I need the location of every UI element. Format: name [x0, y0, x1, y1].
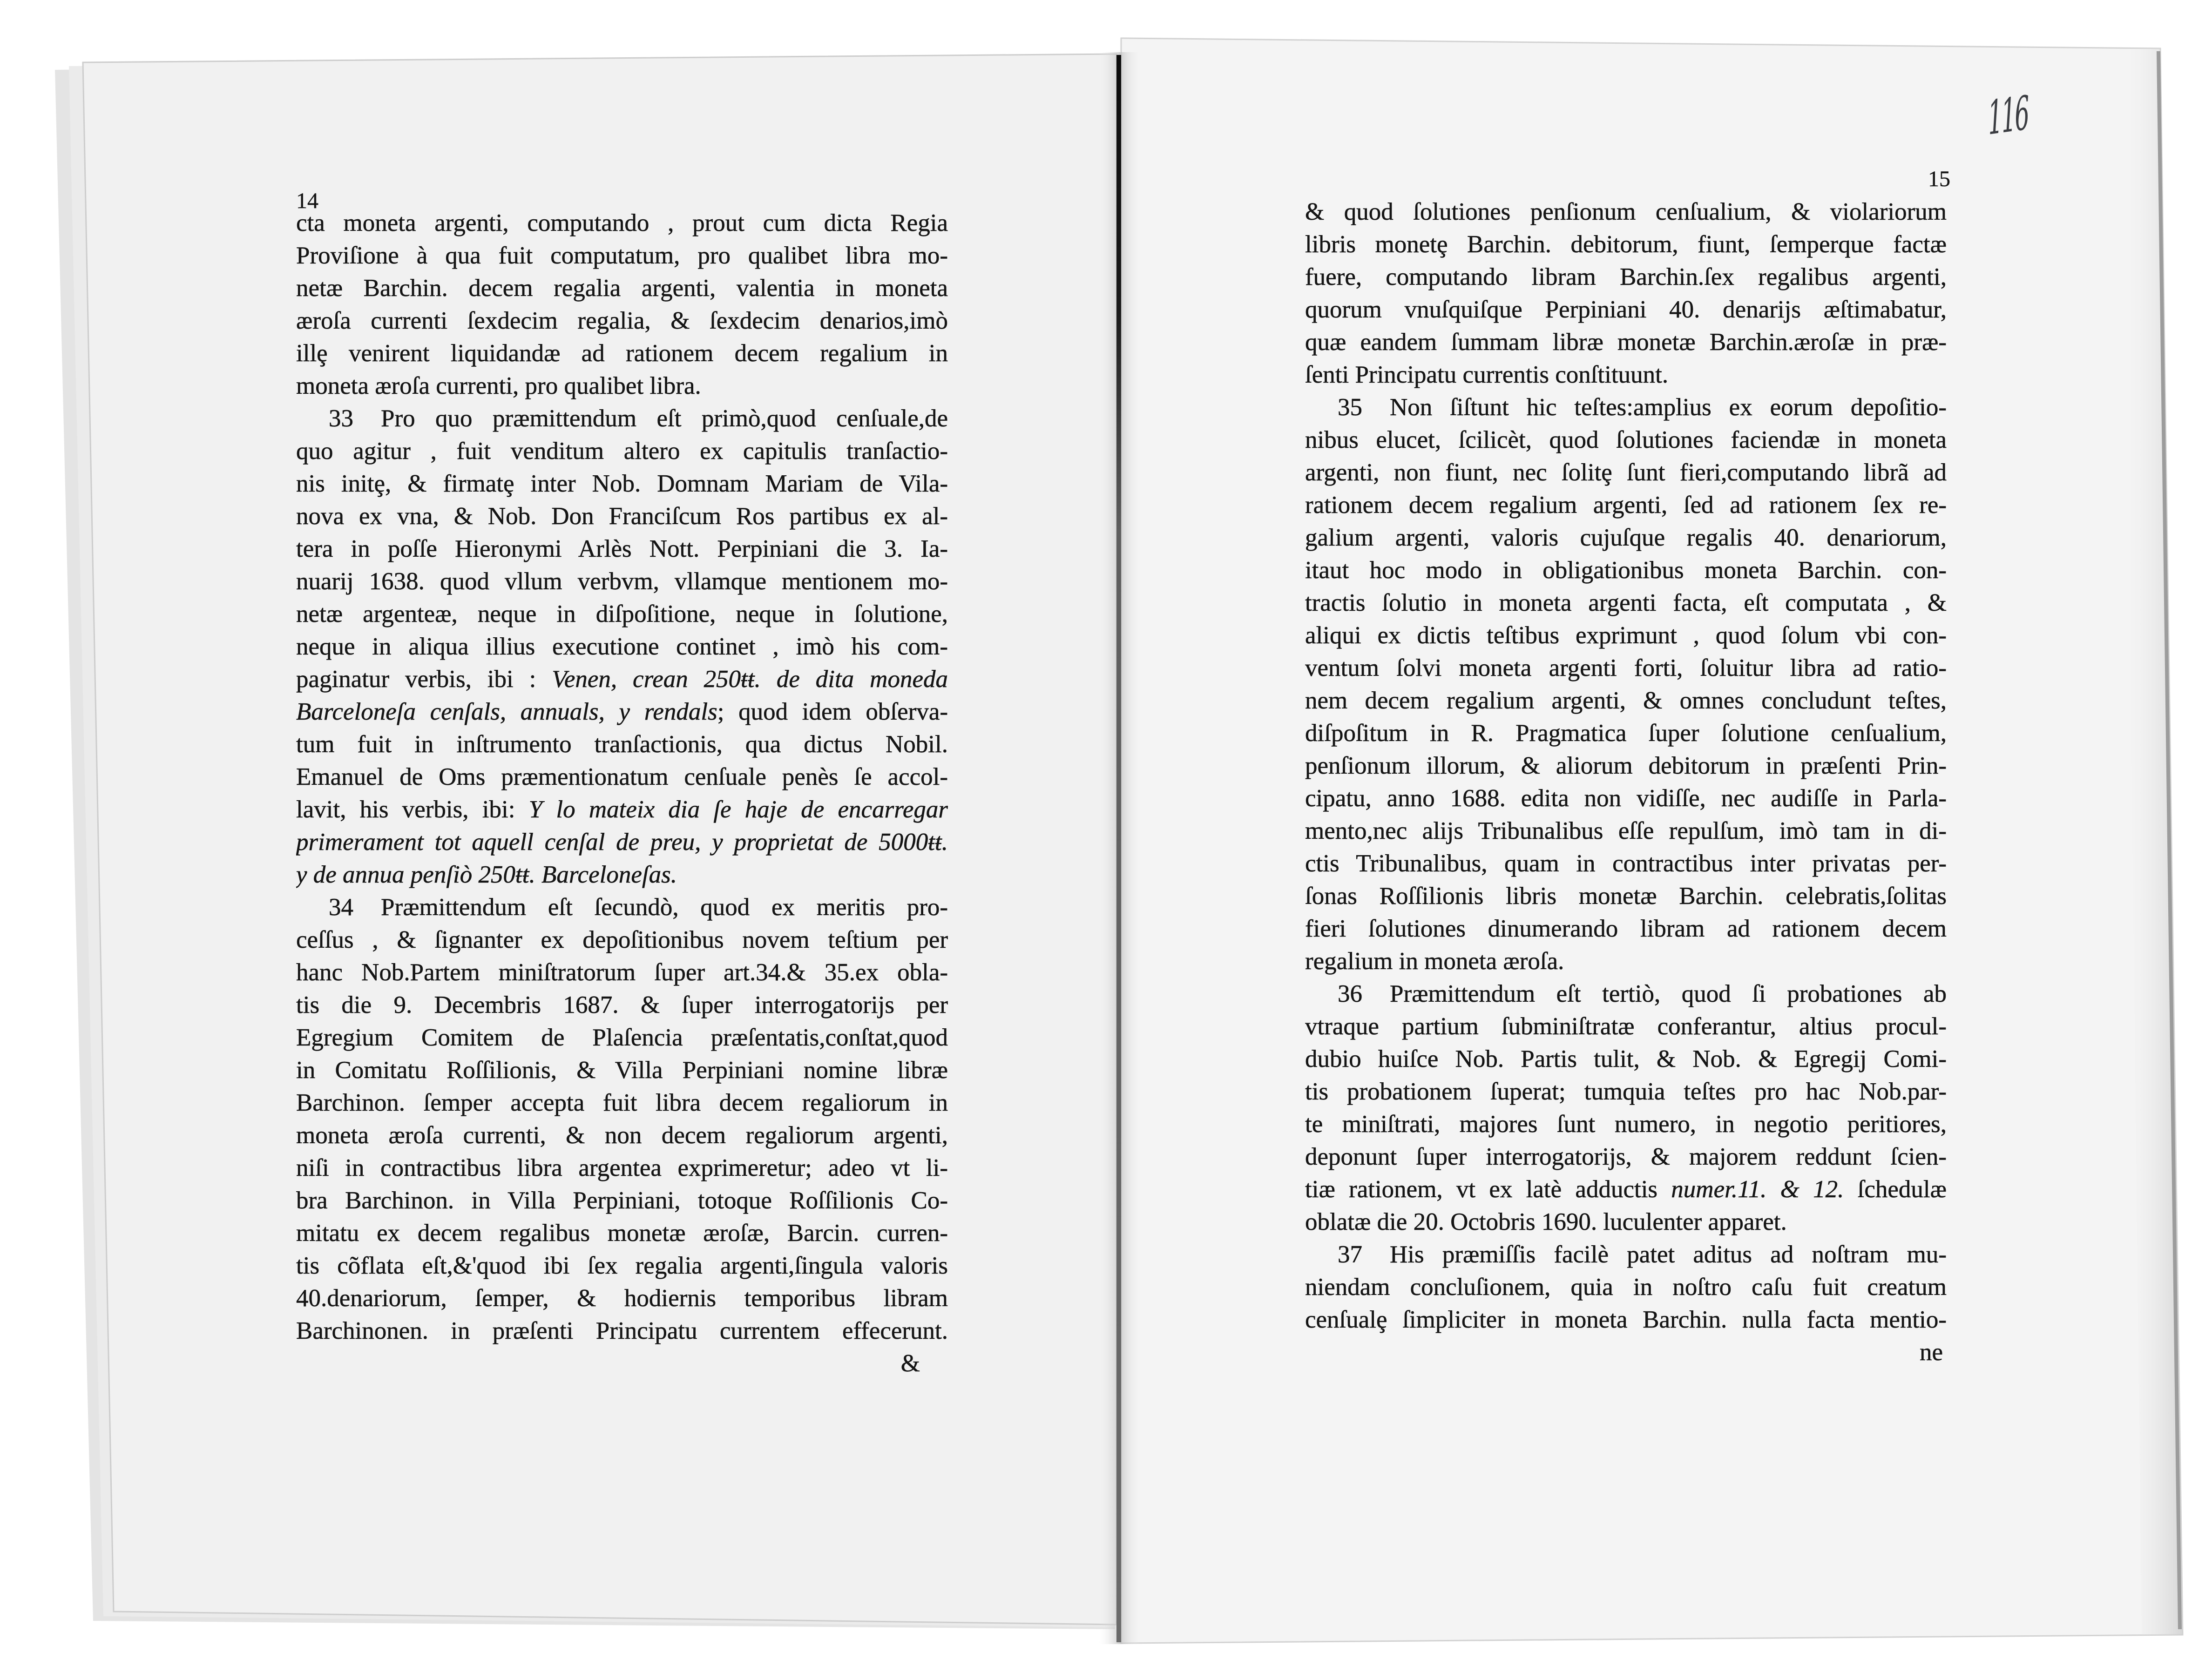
handwritten-folio-number: 116 [1987, 85, 2029, 146]
line-text [296, 1086, 948, 1119]
line-text [296, 630, 948, 663]
text-line [296, 435, 948, 467]
text-line [296, 1282, 948, 1315]
text-line [1305, 489, 1947, 521]
italic-text-segment: Barceloneſa cenſals, annuals, y rendals [296, 698, 717, 725]
line-text [296, 761, 948, 793]
line-text [1305, 1303, 1947, 1336]
line-text [296, 207, 948, 239]
text-segment: tis die 9. Decembris 1687. & ſuper interrogatorijs per [296, 992, 948, 1018]
text-segment: Proviſione à qua fuit computatum, pro qualibet libra mo- [296, 242, 948, 269]
line-text [1305, 1108, 1947, 1140]
text-segment: argenti, non fiunt, nec ſolitȩ ſunt fieri,computando librã ad [1305, 459, 1947, 486]
text-segment: vtraque partium ſubminiſtratæ conferantur, altius procul- [1305, 1013, 1947, 1040]
text-segment: niſi in contractibus libra argentea exprimeretur; adeo vt li- [296, 1154, 948, 1181]
line-text [296, 1315, 948, 1347]
text-segment: neque in aliqua illius executione continet , imò his com- [296, 633, 948, 660]
text-line [296, 598, 948, 630]
text-line [1305, 782, 1947, 815]
text-line [296, 1217, 948, 1249]
line-text [296, 1054, 948, 1086]
text-line [1305, 1206, 1947, 1238]
text-line [296, 695, 948, 728]
text-line [296, 1184, 948, 1217]
text-line [296, 826, 948, 858]
text-segment: tractis ſolutio in moneta argenti facta, eſt computata , & [1305, 589, 1947, 616]
line-text [1305, 684, 1947, 717]
line-text [1305, 717, 1947, 749]
text-line [1305, 1271, 1947, 1303]
text-segment: tera in poſſe Hieronymi Arlès Nott. Perpiniani die 3. Ia- [296, 535, 948, 562]
text-line [1305, 358, 1947, 391]
text-line [1305, 1303, 1947, 1336]
text-line [296, 467, 948, 500]
line-text [1305, 554, 1947, 587]
line-text [1305, 424, 1947, 456]
paragraph-number: 34 [329, 894, 353, 921]
line-text [296, 337, 948, 370]
text-line [296, 533, 948, 565]
left-page-text-block [296, 207, 948, 1380]
line-text [296, 1152, 948, 1184]
text-segment: tis cõflata eſt,&'quod ibi ſex regalia argenti,ſingula valoris [296, 1252, 948, 1279]
text-segment: nova ex vna, & Nob. Don Franciſcum Ros partibus ex al- [296, 503, 948, 530]
text-segment: bra Barchinon. in Villa Perpiniani, totoque Roſſilionis Co- [296, 1187, 948, 1214]
line-text [296, 435, 948, 467]
text-line [1305, 261, 1947, 293]
text-line [1305, 1075, 1947, 1108]
text-line [1305, 326, 1947, 358]
text-segment: ceſſus , & ſignanter ex depoſitionibus novem teſtium per [296, 926, 948, 953]
line-text [296, 1249, 948, 1282]
text-segment: te miniſtrati, majores ſunt numero, in negotio peritiores, [1305, 1111, 1947, 1138]
line-text [296, 598, 948, 630]
line-text [296, 500, 948, 533]
text-segment: deponunt ſuper interrogatorijs, & majorem reddunt ſcien- [1305, 1143, 1947, 1170]
text-line [296, 728, 948, 761]
line-text [296, 695, 948, 728]
text-line [296, 402, 948, 435]
line-text [1305, 619, 1947, 652]
text-line [1305, 391, 1947, 424]
text-segment: penſionum illorum, & aliorum debitorum in præſenti Prin- [1305, 752, 1947, 779]
line-text [296, 1282, 948, 1315]
line-text [296, 826, 948, 858]
italic-text-segment: Venen, crean 250ŧŧ. de dita moneda [552, 666, 948, 693]
text-segment: tis probationem ſuperat; tumquia teſtes pro hac Nob.par- [1305, 1078, 1947, 1105]
text-segment: ſonas Roſſilionis libris monetæ Barchin. celebratis,ſolitas [1305, 883, 1947, 910]
text-segment: itaut hoc modo in obligationibus moneta Barchin. con- [1305, 557, 1947, 584]
line-text [296, 239, 948, 272]
text-segment: in Comitatu Roſſilionis, & Villa Perpiniani nomine libræ [296, 1057, 948, 1084]
paragraph-number: 36 [1338, 980, 1362, 1007]
text-line [1305, 587, 1947, 619]
line-text [296, 956, 948, 989]
text-line [296, 565, 948, 598]
italic-text-segment: Y lo mateix dia ſe haje de encarregar [528, 796, 948, 823]
text-segment: netæ Barchin. decem regalia argenti, valentia in moneta [296, 275, 948, 302]
text-segment: fieri ſolutiones dinumerando libram ad rationem decem [1305, 915, 1947, 942]
paragraph-number: 35 [1338, 394, 1362, 421]
text-line [1305, 847, 1947, 880]
line-text [296, 924, 948, 956]
line-text [1305, 847, 1947, 880]
text-line [296, 239, 948, 272]
text-line [296, 630, 948, 663]
line-text [296, 858, 948, 891]
text-segment: quorum vnuſquiſque Perpiniani 40. denarijs æſtimabatur, [1305, 296, 1947, 323]
text-line [296, 337, 948, 370]
line-text [1305, 749, 1947, 782]
text-line [1305, 1010, 1947, 1043]
text-segment: 40.denariorum, ſemper, & hodiernis temporibus libram [296, 1285, 948, 1312]
text-segment: niendam concluſionem, quia in noſtro caſu fuit creatum [1305, 1274, 1947, 1301]
left-page-number: 14 [296, 189, 318, 213]
line-text [296, 272, 948, 304]
text-line [296, 891, 948, 924]
text-segment: nis initȩ, & firmatȩ inter Nob. Domnam Mariam de Vila- [296, 470, 948, 497]
text-segment: Egregium Comitem de Plaſencia præſentatis,conſtat,quod [296, 1024, 948, 1051]
text-segment: Emanuel de Oms præmentionatum cenſuale penès ſe accol- [296, 763, 948, 790]
text-segment: ; quod idem obſerva- [717, 698, 948, 725]
line-text [296, 1184, 948, 1217]
line-text [296, 1021, 948, 1054]
line-text [1305, 1010, 1947, 1043]
right-page-number: 15 [1928, 167, 1950, 191]
text-line [1305, 1140, 1947, 1173]
text-segment: moneta æroſa currenti, & non decem regaliorum argenti, [296, 1122, 948, 1149]
text-line [1305, 912, 1947, 945]
text-line [1305, 652, 1947, 684]
line-text [1305, 1271, 1947, 1303]
text-segment: oblatæ die 20. Octobris 1690. luculenter apparet. [1305, 1208, 1787, 1235]
text-line [1305, 684, 1947, 717]
text-segment: Præmittendum eſt ſecundò, quod ex meritis pro- [381, 894, 948, 921]
text-segment: Pro quo præmittendum eſt primò,quod cenſuale,de [381, 405, 948, 432]
text-segment: ctis Tribunalibus, quam in contractibus inter privatas per- [1305, 850, 1947, 877]
text-segment: His præmiſſis facilè patet aditus ad noſtram mu- [1390, 1241, 1947, 1268]
line-text [1305, 196, 1947, 228]
line-text [1305, 587, 1947, 619]
line-text [1305, 261, 1947, 293]
text-segment: diſpoſitum in R. Pragmatica ſuper ſolutione cenſualium, [1305, 720, 1947, 747]
text-line [1305, 815, 1947, 847]
line-text [1305, 912, 1947, 945]
text-segment: quæ eandem ſummam libræ monetæ Barchin.æroſæ in præ- [1305, 329, 1947, 356]
line-text [1305, 782, 1947, 815]
text-line [1305, 554, 1947, 587]
gutter-fold [1116, 55, 1121, 1642]
text-segment: illȩ venirent liquidandæ ad rationem decem regalium in [296, 340, 948, 367]
text-line [296, 989, 948, 1021]
text-segment: cipatu, anno 1688. edita non vidiſſe, nec audiſſe in Parla- [1305, 785, 1947, 812]
line-text [296, 989, 948, 1021]
text-line [296, 1249, 948, 1282]
text-line [1305, 619, 1947, 652]
text-segment: Barchinonen. in præſenti Principatu currentem effecerunt. [296, 1317, 948, 1344]
line-text [296, 728, 948, 761]
text-line [296, 1086, 948, 1119]
text-line [1305, 521, 1947, 554]
italic-text-segment: primerament tot aquell cenſal de preu, y proprietat de 5000ŧŧ. [296, 829, 948, 856]
text-line [296, 956, 948, 989]
text-line [296, 1152, 948, 1184]
line-text [296, 565, 948, 598]
text-line [296, 924, 948, 956]
text-segment: nuarij 1638. quod vllum verbvm, vllamque mentionem mo- [296, 568, 948, 595]
italic-text-segment: y de annua penſiò 250ŧŧ. Barceloneſas. [296, 861, 677, 888]
text-segment: & quod ſolutiones penſionum cenſualium, & violariorum [1305, 198, 1947, 225]
line-text [296, 533, 948, 565]
text-segment: Barchinon. ſemper accepta fuit libra decem regaliorum in [296, 1089, 948, 1116]
line-text [296, 793, 948, 826]
line-text [381, 402, 948, 435]
text-line [296, 304, 948, 337]
text-line [1305, 749, 1947, 782]
text-segment: æroſa currenti ſexdecim regalia, & ſexdecim denarios,imò [296, 307, 948, 334]
line-text [1305, 1075, 1947, 1108]
line-text [296, 663, 948, 695]
text-line [1305, 1043, 1947, 1075]
text-segment: tum fuit in inſtrumento tranſactionis, qua dictus Nobil. [296, 731, 948, 758]
line-text [1305, 815, 1947, 847]
text-segment: nem decem regalium argenti, & omnes concludunt teſtes, [1305, 687, 1947, 714]
text-line [296, 858, 948, 891]
text-segment: galium argenti, valoris cujuſque regalis 40. denariorum, [1305, 524, 1947, 551]
text-line [296, 663, 948, 695]
line-text [1305, 1043, 1947, 1075]
text-line [296, 500, 948, 533]
line-text [1305, 521, 1947, 554]
text-line [296, 272, 948, 304]
line-text [1305, 228, 1947, 261]
text-segment: dubio huiſce Nob. Partis tulit, & Nob. & Egregij Comi- [1305, 1045, 1947, 1072]
text-segment: ventum ſolvi moneta argenti forti, ſoluitur libra ad ratio- [1305, 654, 1947, 681]
text-line [296, 1054, 948, 1086]
text-segment: hanc Nob.Partem miniſtratorum ſuper art.34.& 35.ex obla- [296, 959, 948, 986]
text-segment: libris monetȩ Barchin. debitorum, fiunt, ſemperque factæ [1305, 231, 1947, 258]
line-text [1390, 391, 1947, 424]
line-text [296, 370, 948, 402]
left-catchword: & [900, 1350, 920, 1377]
line-text [1305, 1173, 1947, 1206]
text-line [1305, 880, 1947, 912]
text-segment: mento,nec alijs Tribunalibus eſſe repulſum, imò tam in di- [1305, 817, 1947, 844]
line-text [1305, 652, 1947, 684]
text-segment: netæ argenteæ, neque in diſpoſitione, neque in ſolutione, [296, 600, 948, 627]
text-line [296, 1021, 948, 1054]
text-segment: rationem decem regalium argenti, ſed ad rationem ſex re- [1305, 492, 1947, 519]
text-line [1305, 1238, 1947, 1271]
text-line [296, 1119, 948, 1152]
text-line [1305, 945, 1947, 978]
line-text [381, 891, 948, 924]
text-segment: lavit, his verbis, ibi: [296, 796, 529, 823]
text-line [1305, 424, 1947, 456]
paragraph-number: 33 [329, 405, 353, 432]
right-page-text-block [1305, 196, 1947, 1369]
text-segment: ſchedulæ [1844, 1176, 1947, 1203]
text-segment: mitatu ex decem regalibus monetæ æroſæ, Barcin. curren- [296, 1220, 948, 1247]
line-text [1305, 489, 1947, 521]
text-line [296, 793, 948, 826]
text-segment: ſenti Principatu currentis conſtituunt. [1305, 361, 1669, 388]
left-page-lines [296, 207, 948, 1347]
text-line [1305, 1108, 1947, 1140]
line-text [296, 1119, 948, 1152]
line-text [1305, 456, 1947, 489]
line-text [1305, 293, 1947, 326]
line-text [1305, 1140, 1947, 1173]
line-text [296, 304, 948, 337]
line-text [1305, 880, 1947, 912]
line-text [296, 467, 948, 500]
text-segment: aliqui ex dictis teſtibus exprimunt , quod ſolum vbi con- [1305, 622, 1947, 649]
right-catchword: ne [1919, 1339, 1943, 1366]
line-text [1390, 1238, 1947, 1271]
text-segment: nibus elucet, ſcilicèt, quod ſolutiones faciendæ in moneta [1305, 426, 1947, 453]
text-segment: cta moneta argenti, computando , prout cum dicta Regia [296, 209, 948, 236]
text-segment: moneta æroſa currenti, pro qualibet libra. [296, 372, 701, 399]
text-segment: quo agitur , fuit venditum altero ex capitulis tranſactio- [296, 438, 948, 465]
text-line [1305, 228, 1947, 261]
text-line [1305, 1173, 1947, 1206]
text-segment: Præmittendum eſt tertiò, quod ſi probationes ab [1390, 980, 1947, 1007]
text-segment: regalium in moneta æroſa. [1305, 948, 1564, 975]
line-text [1305, 326, 1947, 358]
right-page-lines [1305, 196, 1947, 1336]
text-line [296, 370, 948, 402]
text-line [296, 1315, 948, 1347]
text-line [296, 207, 948, 239]
line-text [1390, 978, 1947, 1010]
text-line [1305, 978, 1947, 1010]
line-text [1305, 358, 1947, 391]
paragraph-number: 37 [1338, 1241, 1362, 1268]
text-line [1305, 456, 1947, 489]
text-line [1305, 717, 1947, 749]
text-line [296, 761, 948, 793]
text-line [1305, 293, 1947, 326]
line-text [296, 1217, 948, 1249]
line-text [1305, 1206, 1947, 1238]
text-line [1305, 196, 1947, 228]
text-segment: fuere, computando libram Barchin.ſex regalibus argenti, [1305, 263, 1947, 290]
text-segment: paginatur verbis, ibi : [296, 666, 552, 693]
italic-text-segment: numer.11. & 12. [1671, 1176, 1844, 1203]
text-segment: Non ſiſtunt hic teſtes:amplius ex eorum depoſitio- [1390, 394, 1947, 421]
text-segment: tiæ rationem, vt ex latè adductis [1305, 1176, 1671, 1203]
text-segment: cenſualȩ ſimpliciter in moneta Barchin. nulla facta mentio- [1305, 1306, 1947, 1333]
line-text [1305, 945, 1947, 978]
